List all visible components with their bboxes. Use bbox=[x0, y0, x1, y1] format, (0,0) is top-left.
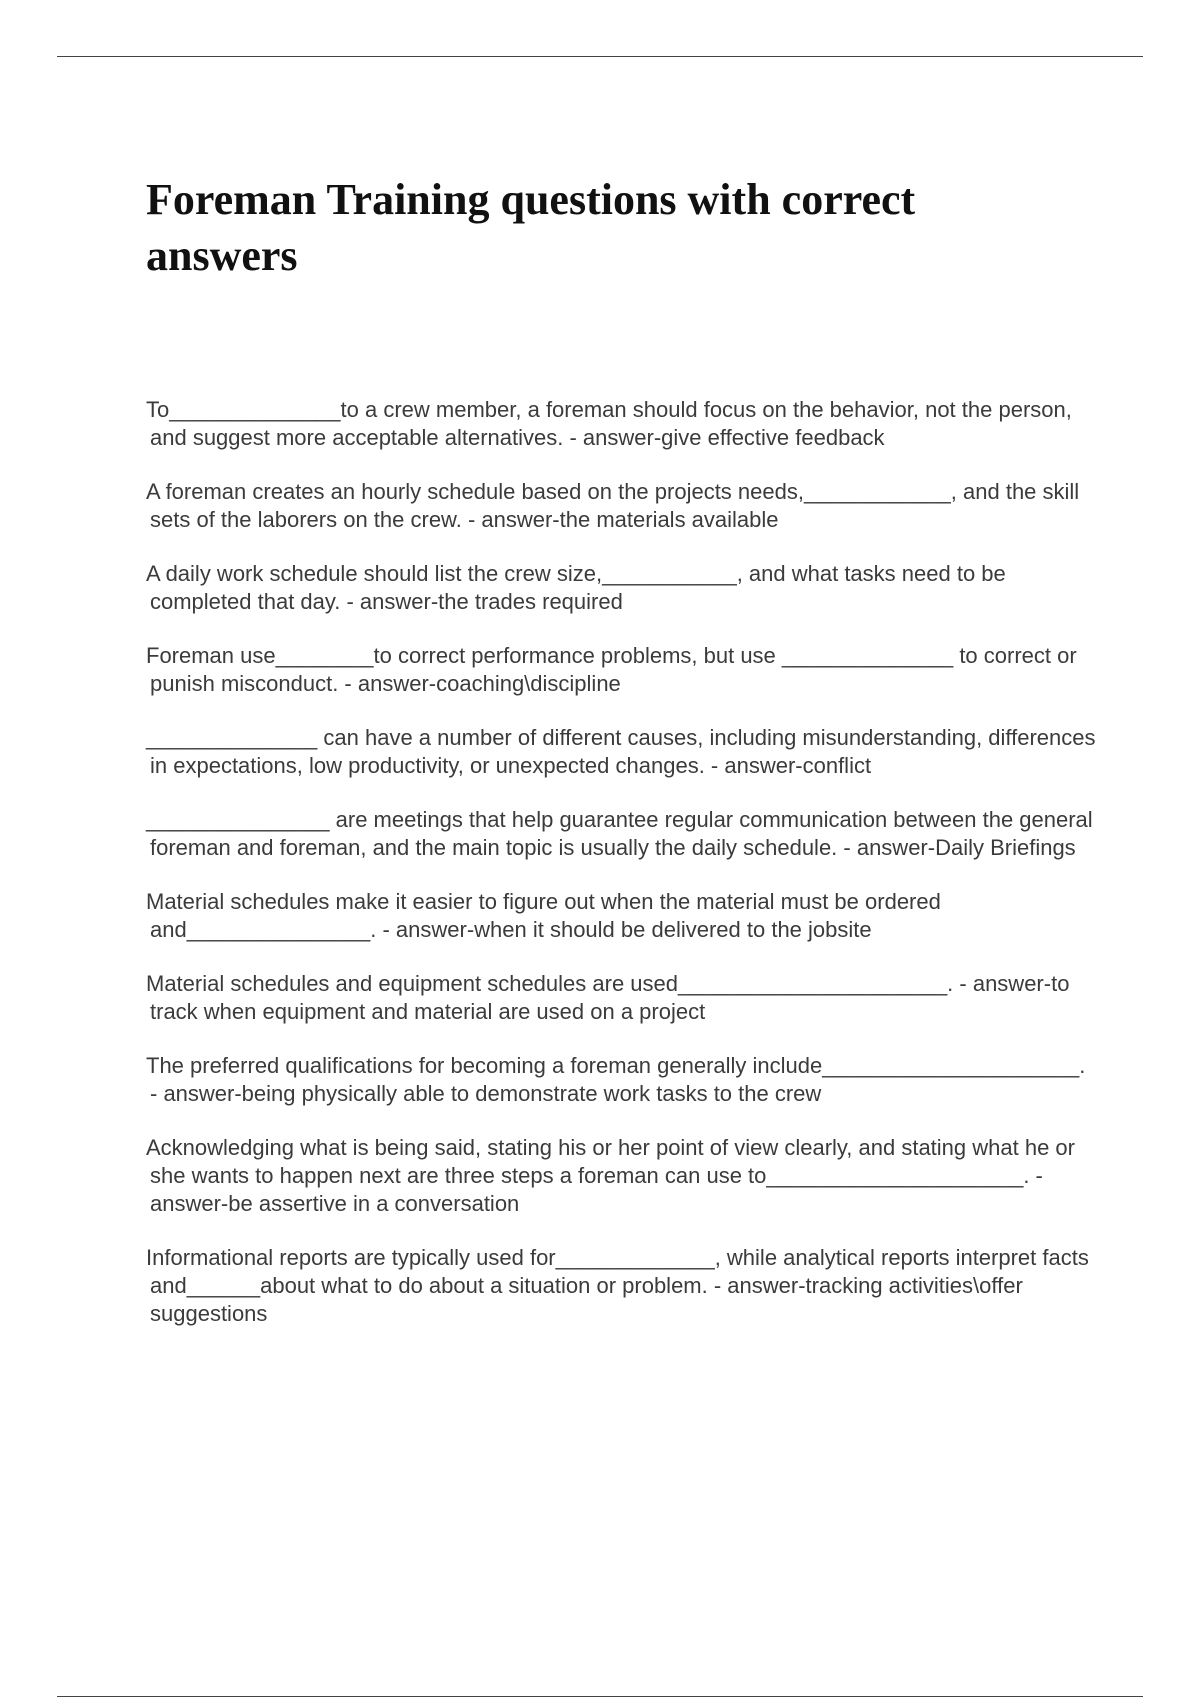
qa-item-1: To______________to a crew member, a foreman should focus on the behavior, not the person, and suggest more acceptable alternatives. - answer-give effective feedback bbox=[146, 397, 1072, 450]
qa-item-4: Foreman use________to correct performance problems, but use ______________ to correct or punish misconduct. - answer-coaching\discipline bbox=[146, 643, 1077, 696]
qa-item-10: Acknowledging what is being said, stating his or her point of view clearly, and stating what he or she wants to happen next are three steps a foreman can use to_____________________. - answer-be assertive in a conversation bbox=[146, 1135, 1075, 1216]
bottom-divider bbox=[57, 1696, 1143, 1697]
qa-item-5: ______________ can have a number of different causes, including misunderstanding, differences in expectations, low productivity, or unexpected changes. - answer-conflict bbox=[146, 725, 1096, 778]
page-title: Foreman Training questions with correct answers bbox=[146, 175, 916, 280]
top-divider bbox=[57, 56, 1143, 57]
qa-item-3: A daily work schedule should list the crew size,___________, and what tasks need to be completed that day. - answer-the trades required bbox=[146, 561, 1006, 614]
qa-item-2: A foreman creates an hourly schedule based on the projects needs,____________, and the skill sets of the laborers on the crew. - answer-the materials available bbox=[146, 479, 1080, 532]
qa-item-8: Material schedules and equipment schedules are used______________________. - answer-to track when equipment and material are used on a project bbox=[146, 971, 1070, 1024]
qa-item-9: The preferred qualifications for becoming a foreman generally include_____________________. - answer-being physically able to demonstrate work tasks to the crew bbox=[146, 1053, 1086, 1106]
qa-list bbox=[146, 396, 1096, 1354]
qa-item-7: Material schedules make it easier to figure out when the material must be ordered and_______________. - answer-when it should be delivered to the jobsite bbox=[146, 889, 941, 942]
qa-item-11: Informational reports are typically used for_____________, while analytical reports interpret facts and______about what to do about a situation or problem. - answer-tracking activities\offer suggestions bbox=[146, 1245, 1089, 1326]
qa-item-6: _______________ are meetings that help guarantee regular communication between the general foreman and foreman, and the main topic is usually the daily schedule. - answer-Daily Briefings bbox=[146, 807, 1093, 860]
